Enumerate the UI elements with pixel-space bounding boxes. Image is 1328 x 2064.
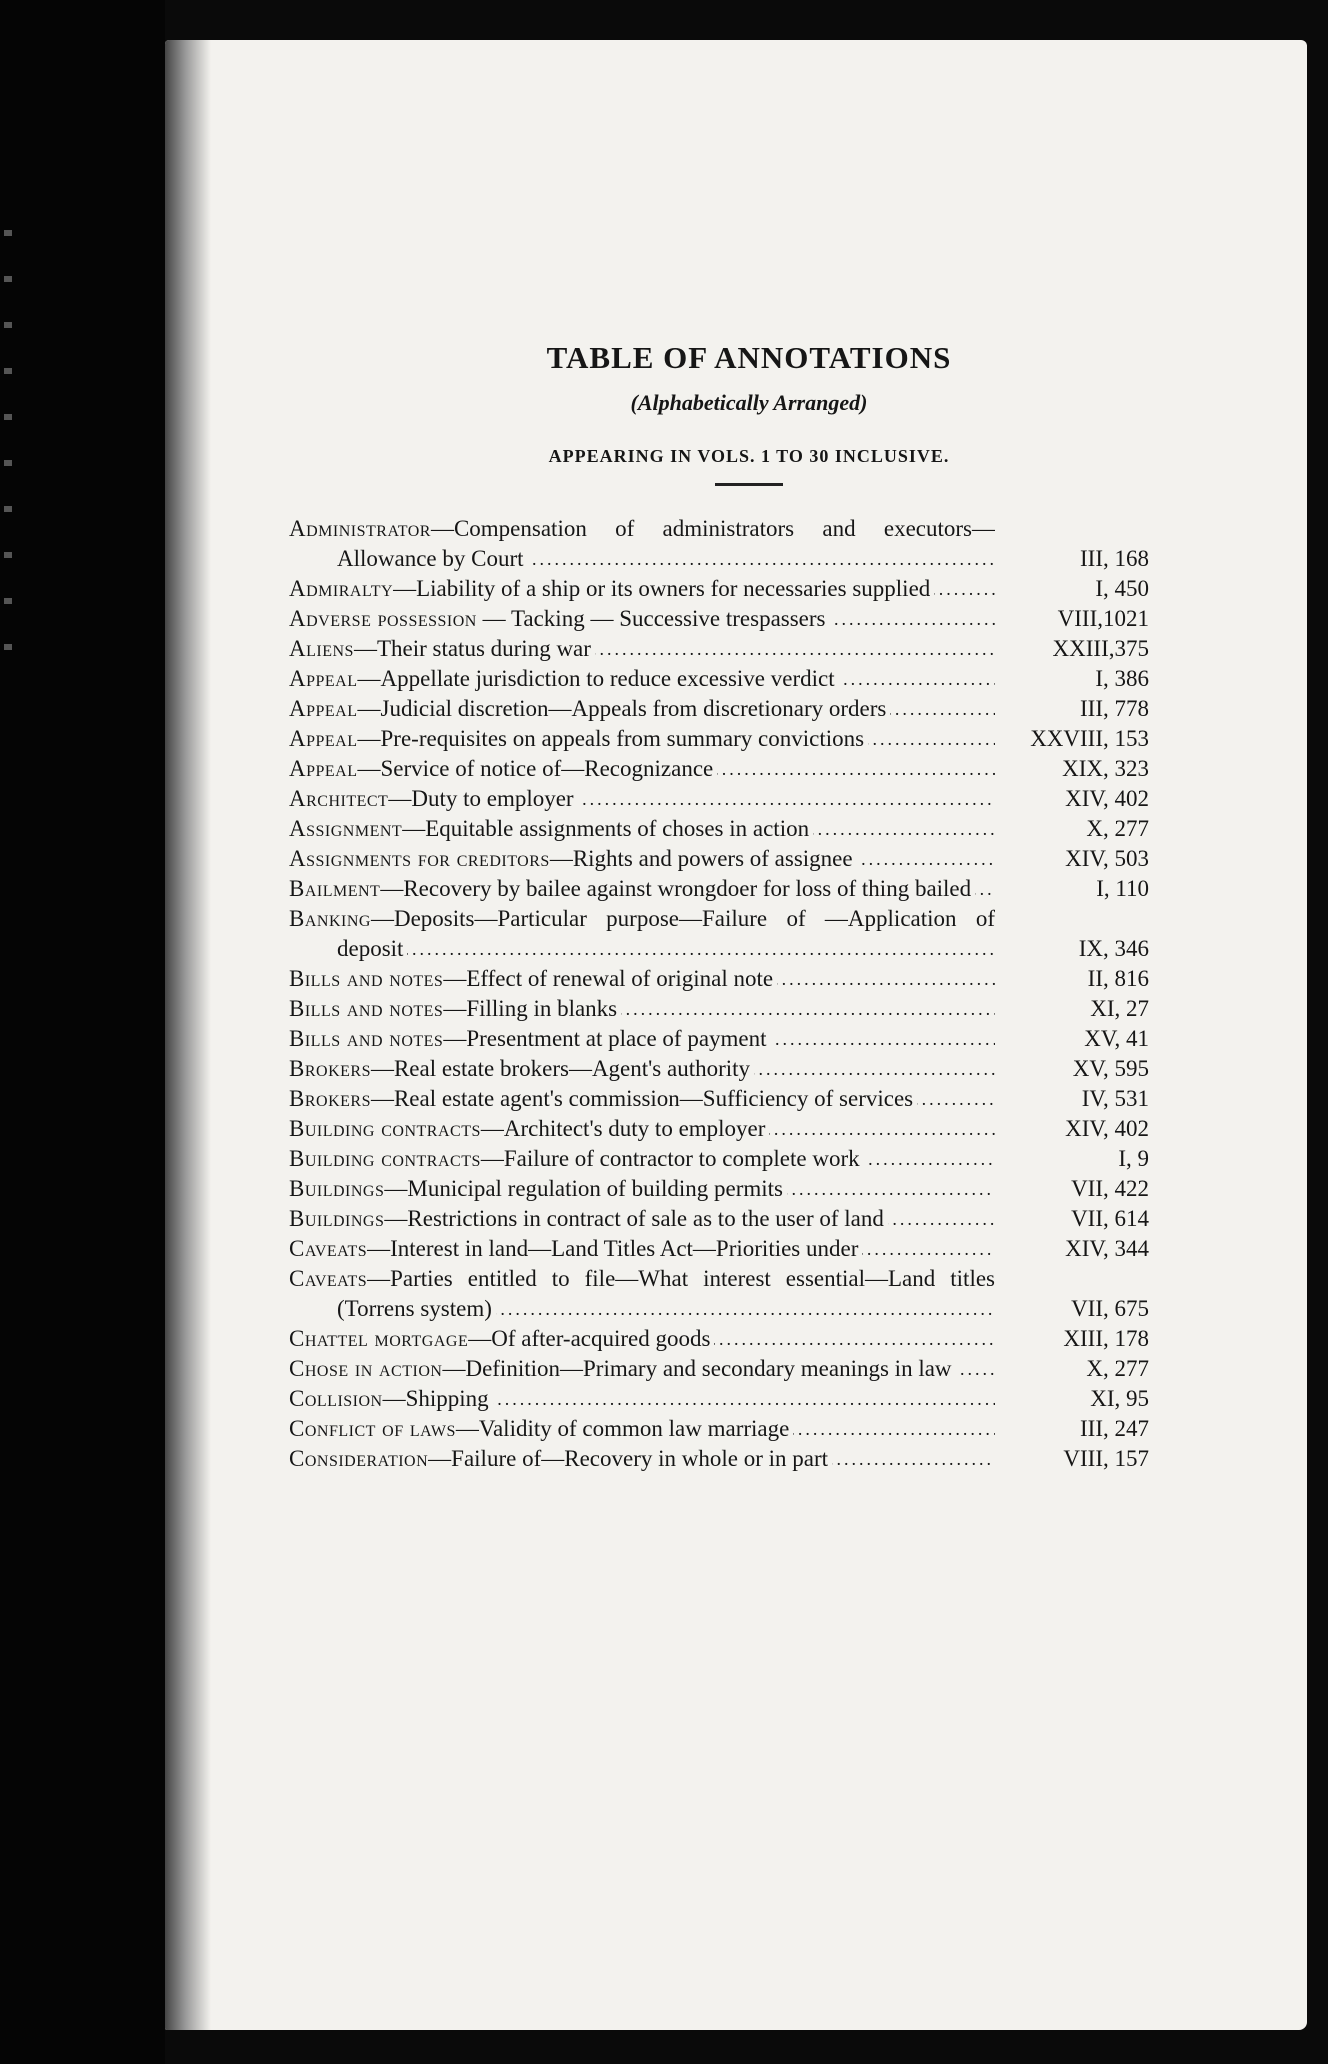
annotation-description: —Rights and powers of assignee (549, 846, 853, 871)
annotation-text-inner (289, 756, 717, 781)
annotation-text-inner (289, 516, 995, 571)
annotation-entry (289, 1144, 1149, 1174)
volume-page-reference: IV, 531 (1081, 1086, 1149, 1111)
volume-page-reference: VIII,1021 (1057, 606, 1149, 631)
annotation-heading: Collision (289, 1386, 383, 1411)
annotation-text (289, 604, 995, 634)
annotation-heading: Bills and notes (289, 996, 444, 1021)
annotation-entry (289, 1174, 1149, 1204)
annotation-heading: Appeal (289, 756, 358, 781)
annotation-entry (289, 1204, 1149, 1234)
volume-page-reference: X, 277 (1086, 816, 1149, 841)
annotation-text (289, 1444, 995, 1474)
annotation-text-inner (289, 1206, 888, 1231)
volume-page-reference: XIII, 178 (1063, 1326, 1149, 1351)
annotation-text (289, 814, 995, 844)
annotation-text (289, 904, 995, 964)
annotation-description: —Duty to employer (388, 786, 574, 811)
page-content (289, 340, 1169, 1474)
volume-page-reference: XV, 41 (1084, 1026, 1149, 1051)
annotation-description: —Equitable assignments of choses in action (402, 816, 810, 841)
annotation-entry (289, 1264, 1149, 1324)
annotation-heading: Conflict of laws (289, 1416, 456, 1441)
annotation-description: —Validity of common law marriage (455, 1416, 790, 1441)
annotation-text (289, 1054, 995, 1084)
annotation-entry (289, 1414, 1149, 1444)
annotation-text-inner (289, 1026, 771, 1051)
annotation-heading: Consideration (289, 1446, 429, 1471)
annotation-description: —Compensation of administrators and executors—Allowance by Court (337, 516, 995, 571)
annotation-entry (289, 814, 1149, 844)
annotation-entry (289, 634, 1149, 664)
annotation-entry (289, 874, 1149, 904)
annotation-description: —Architect's duty to employer (480, 1116, 766, 1141)
annotation-description: —Service of notice of—Recognizance (357, 756, 714, 781)
gutter-shadow (165, 40, 211, 2030)
annotation-text (289, 1204, 995, 1234)
annotation-entry (289, 784, 1149, 814)
annotation-text-inner (289, 726, 868, 751)
annotation-heading: Administrator (289, 516, 431, 541)
annotation-text (289, 1414, 995, 1444)
annotation-entry (289, 994, 1149, 1024)
annotation-text-inner (289, 606, 830, 631)
annotation-heading: Bills and notes (289, 1026, 444, 1051)
annotation-description: —Real estate brokers—Agent's authority (370, 1056, 751, 1081)
annotation-heading: Buildings (289, 1206, 385, 1231)
annotation-text (289, 694, 995, 724)
annotation-description: —Their status during war (353, 636, 591, 661)
annotation-entry (289, 1114, 1149, 1144)
annotation-description: —Restrictions in contract of sale as to the user of land (384, 1206, 884, 1231)
annotation-description: —Of after-acquired goods (468, 1326, 711, 1351)
annotation-heading: Admiralty (289, 576, 394, 601)
annotation-text-inner (289, 636, 595, 661)
volume-page-reference: VII, 422 (1071, 1176, 1149, 1201)
annotation-description: —Filling in blanks (443, 996, 618, 1021)
annotation-text (289, 784, 995, 814)
volume-page-reference: XXIII,375 (1052, 636, 1149, 661)
annotation-heading: Adverse possession (289, 606, 477, 631)
volume-page-reference: I, 110 (1096, 876, 1149, 901)
annotation-description: —Appellate jurisdiction to reduce excessive verdict (357, 666, 835, 691)
annotation-entry (289, 754, 1149, 784)
annotation-description: —Effect of renewal of original note (443, 966, 774, 991)
annotation-text (289, 664, 995, 694)
annotation-heading: Appeal (289, 726, 358, 751)
annotation-entry (289, 664, 1149, 694)
annotation-heading: Chose in action (289, 1356, 443, 1381)
annotation-text (289, 1234, 995, 1264)
page-title: TABLE OF ANNOTATIONS (546, 340, 952, 375)
annotation-description: —Failure of—Recovery in whole or in part (428, 1446, 829, 1471)
annotation-text-inner (289, 1056, 754, 1081)
previous-page-edge (0, 0, 165, 2064)
annotation-text (289, 1024, 995, 1054)
volume-page-reference: III, 168 (1080, 546, 1149, 571)
annotation-heading: Brokers (289, 1086, 371, 1111)
annotation-description: —Liability of a ship or its owners for necessaries supplied (393, 576, 931, 601)
annotation-text-inner (289, 1146, 864, 1171)
annotation-description: —Shipping (382, 1386, 489, 1411)
annotation-description: —Judicial discretion—Appeals from discretionary orders (357, 696, 887, 721)
annotation-entry (289, 1234, 1149, 1264)
annotation-text-inner (289, 1266, 995, 1321)
annotation-description: —Parties entitled to file—What interest essential—Land titles (Torrens system) (337, 1266, 995, 1321)
annotation-entry (289, 1384, 1149, 1414)
volume-page-reference: X, 277 (1086, 1356, 1149, 1381)
annotation-entry (289, 844, 1149, 874)
annotation-description: — Tacking — Successive trespassers (476, 606, 826, 631)
annotation-heading: Caveats (289, 1266, 368, 1291)
annotation-entry (289, 1054, 1149, 1084)
annotation-entry (289, 694, 1149, 724)
annotation-text (289, 724, 995, 754)
annotation-description: —Presentment at place of payment (443, 1026, 767, 1051)
annotation-entry (289, 574, 1149, 604)
annotation-description: —Municipal regulation of building permits (384, 1176, 783, 1201)
volume-page-reference: XIV, 402 (1065, 786, 1149, 811)
volume-page-reference: I, 9 (1118, 1146, 1149, 1171)
annotation-text (289, 754, 995, 784)
annotation-description: —Deposits—Particular purpose—Failure of —Application of deposit (337, 906, 995, 961)
annotation-text-inner (289, 696, 890, 721)
annotation-text-inner (289, 1446, 832, 1471)
annotation-entry (289, 1444, 1149, 1474)
annotation-text-inner (289, 1236, 862, 1261)
annotation-entry (289, 514, 1149, 574)
page-subtitle: (Alphabetically Arranged) (630, 390, 868, 415)
volume-page-reference: VII, 614 (1071, 1206, 1149, 1231)
annotation-text-inner (289, 1326, 714, 1351)
annotation-text-inner (289, 876, 975, 901)
annotation-text (289, 844, 995, 874)
volume-page-reference: II, 816 (1087, 966, 1149, 991)
annotation-text (289, 1324, 995, 1354)
annotation-text-inner (289, 1356, 956, 1381)
volume-page-reference: IX, 346 (1078, 936, 1149, 961)
volume-page-reference: I, 386 (1095, 666, 1149, 691)
annotation-heading: Assignments for creditors (289, 846, 550, 871)
annotation-text (289, 1354, 995, 1384)
bleed-through-marks (4, 230, 12, 650)
annotation-heading: Building contracts (289, 1116, 481, 1141)
volume-page-reference: III, 247 (1080, 1416, 1149, 1441)
annotation-heading: Banking (289, 906, 371, 931)
volume-page-reference: XIV, 344 (1065, 1236, 1149, 1261)
title-rule (715, 483, 783, 486)
annotation-entry (289, 904, 1149, 964)
annotation-entry (289, 1024, 1149, 1054)
annotation-text-inner (289, 996, 621, 1021)
annotation-entry (289, 724, 1149, 754)
annotation-text (289, 1264, 995, 1324)
annotation-text (289, 574, 995, 604)
annotation-heading: Appeal (289, 666, 358, 691)
annotation-text-inner (289, 816, 813, 841)
annotation-list (289, 514, 1149, 1474)
annotation-description: —Interest in land—Land Titles Act—Priorities under (367, 1236, 859, 1261)
annotation-entry (289, 964, 1149, 994)
book-page (165, 40, 1307, 2030)
volume-page-reference: XXVIII, 153 (1030, 726, 1149, 751)
annotation-description: —Recovery by bailee against wrongdoer for loss of thing bailed (380, 876, 972, 901)
annotation-heading: Bailment (289, 876, 381, 901)
annotation-text-inner (289, 906, 995, 961)
volume-page-reference: XI, 95 (1090, 1386, 1149, 1411)
annotation-entry (289, 1324, 1149, 1354)
annotation-heading: Building contracts (289, 1146, 481, 1171)
annotation-text (289, 1144, 995, 1174)
annotation-text-inner (289, 786, 578, 811)
volume-page-reference: XV, 595 (1072, 1056, 1149, 1081)
annotation-description: —Pre-requisites on appeals from summary convictions (357, 726, 865, 751)
volume-page-reference: I, 450 (1095, 576, 1149, 601)
annotation-text (289, 964, 995, 994)
annotation-text (289, 514, 995, 574)
annotation-text-inner (289, 1116, 769, 1141)
volume-scope: APPEARING IN VOLS. 1 TO 30 INCLUSIVE. (548, 446, 950, 466)
annotation-text (289, 874, 995, 904)
volume-page-reference: XIV, 402 (1065, 1116, 1149, 1141)
annotation-text-inner (289, 1386, 493, 1411)
annotation-text-inner (289, 1086, 917, 1111)
annotation-heading: Appeal (289, 696, 358, 721)
annotation-text-inner (289, 846, 857, 871)
annotation-entry (289, 1084, 1149, 1114)
annotation-text-inner (289, 576, 934, 601)
annotation-heading: Chattel mortgage (289, 1326, 469, 1351)
annotation-description: —Real estate agent's commission—Sufficiency of services (370, 1086, 914, 1111)
annotation-text (289, 634, 995, 664)
volume-page-reference: XIV, 503 (1065, 846, 1149, 871)
annotation-entry (289, 604, 1149, 634)
volume-page-reference: XIX, 323 (1062, 756, 1149, 781)
annotation-entry (289, 1354, 1149, 1384)
annotation-heading: Caveats (289, 1236, 368, 1261)
volume-page-reference: VIII, 157 (1063, 1446, 1149, 1471)
annotation-description: —Failure of contractor to complete work (480, 1146, 860, 1171)
annotation-text (289, 994, 995, 1024)
annotation-heading: Architect (289, 786, 389, 811)
annotation-text-inner (289, 666, 839, 691)
annotation-heading: Assignment (289, 816, 403, 841)
annotation-text-inner (289, 966, 777, 991)
annotation-text-inner (289, 1416, 793, 1441)
volume-page-reference: XI, 27 (1090, 996, 1149, 1021)
volume-page-reference: III, 778 (1080, 696, 1149, 721)
annotation-heading: Bills and notes (289, 966, 444, 991)
annotation-text-inner (289, 1176, 787, 1201)
annotation-text (289, 1174, 995, 1204)
annotation-text (289, 1084, 995, 1114)
annotation-text (289, 1114, 995, 1144)
volume-page-reference: VII, 675 (1071, 1296, 1149, 1321)
annotation-description: —Definition—Primary and secondary meanings in law (442, 1356, 952, 1381)
annotation-heading: Brokers (289, 1056, 371, 1081)
annotation-text (289, 1384, 995, 1414)
annotation-heading: Buildings (289, 1176, 385, 1201)
annotation-heading: Aliens (289, 636, 354, 661)
